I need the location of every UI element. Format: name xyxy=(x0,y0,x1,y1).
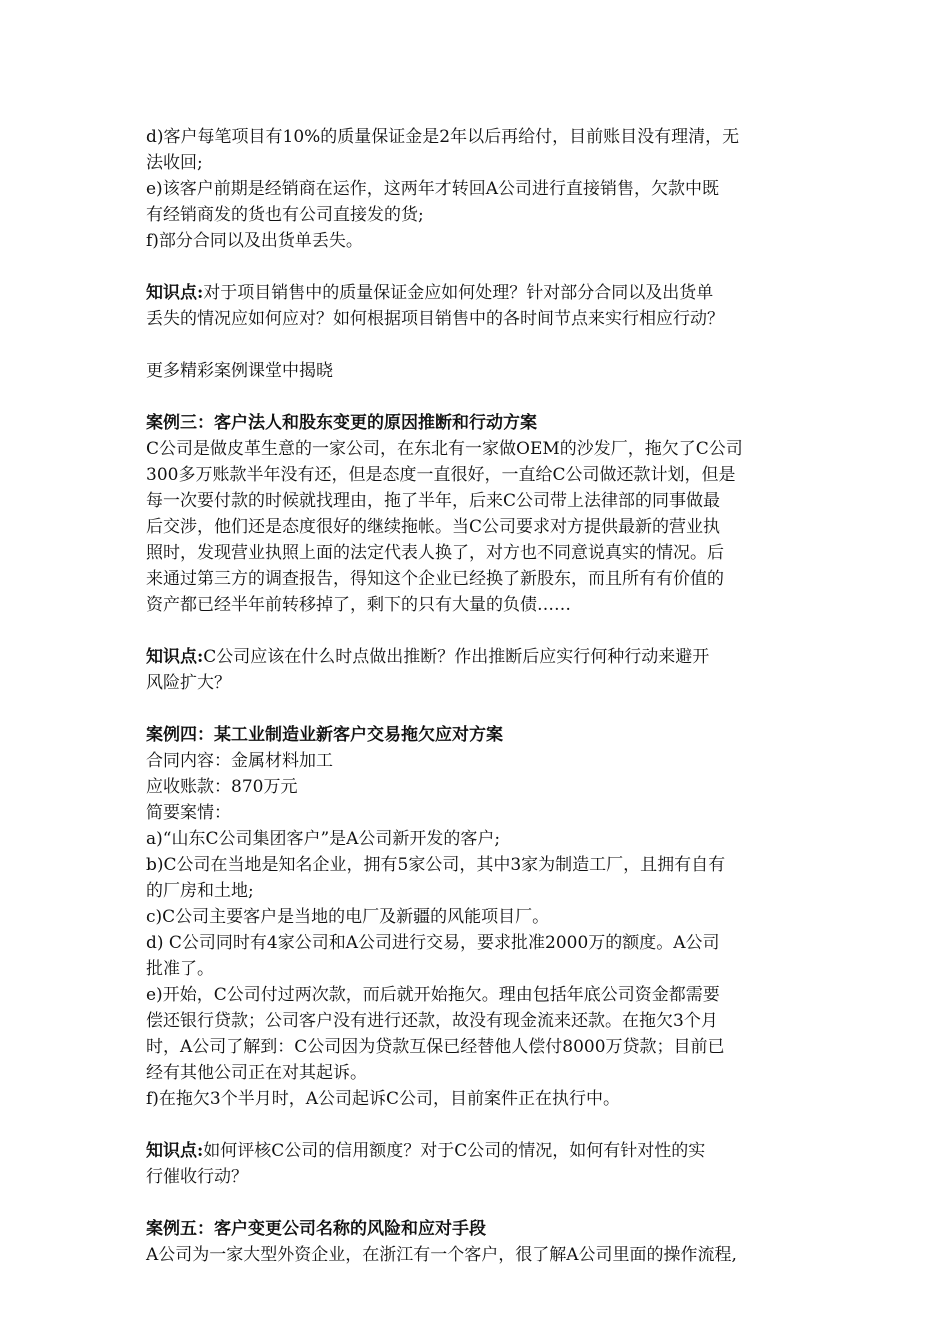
knowledge-point xyxy=(146,1138,818,1164)
text-line: 合同内容：金属材料加工 xyxy=(146,751,333,771)
text-line: 经有其他公司正在对其起诉。 xyxy=(146,1063,367,1083)
knowledge-label: 知识点: xyxy=(146,283,204,303)
text-line: 风险扩大？ xyxy=(146,673,231,693)
text-line: 法收回; xyxy=(146,153,203,173)
knowledge-text: 对于项目销售中的质量保证金应如何处理？针对部分合同以及出货单 xyxy=(203,283,714,303)
text-line: 时，A公司了解到：C公司因为贷款互保已经替他人偿付8000万贷款；目前已 xyxy=(146,1037,725,1057)
text-line: f)在拖欠3个半月时，A公司起诉C公司，目前案件正在执行中。 xyxy=(146,1089,621,1109)
text-line: 后交涉，他们还是态度很好的继续拖帐。当C公司要求对方提供最新的营业执 xyxy=(146,517,721,537)
text-line: d)客户每笔项目有10%的质量保证金是2年以后再给付，目前账目没有理清，无 xyxy=(146,127,740,147)
knowledge-point xyxy=(146,644,818,670)
text-line: A公司为一家大型外资企业，在浙江有一个客户，很了解A公司里面的操作流程, xyxy=(146,1245,737,1265)
text-line: 资产都已经半年前转移掉了，剩下的只有大量的负债…… xyxy=(146,595,571,615)
text-line: 简要案情： xyxy=(146,803,231,823)
text-line: 照时，发现营业执照上面的法定代表人换了，对方也不同意说真实的情况。后 xyxy=(146,543,724,563)
document-body xyxy=(146,124,818,1268)
text-line: 应收账款：870万元 xyxy=(146,777,298,797)
text-line: e)开始，C公司付过两次款，而后就开始拖欠。理由包括年底公司资金都需要 xyxy=(146,985,720,1005)
text-line: e)该客户前期是经销商在运作，这两年才转回A公司进行直接销售，欠款中既 xyxy=(146,179,719,199)
knowledge-label: 知识点: xyxy=(146,1141,204,1161)
case-4-title: 案例四：某工业制造业新客户交易拖欠应对方案 xyxy=(146,725,503,745)
text-line: 每一次要付款的时候就找理由，拖了半年，后来C公司带上法律部的同事做最 xyxy=(146,491,721,511)
text-line: 批准了。 xyxy=(146,959,214,979)
more-cases-note: 更多精彩案例课堂中揭晓 xyxy=(146,361,333,381)
knowledge-text: 如何评核C公司的信用额度？对于C公司的情况，如何有针对性的实 xyxy=(203,1141,706,1161)
knowledge-point xyxy=(146,280,818,306)
knowledge-label: 知识点: xyxy=(146,647,204,667)
text-line: 的厂房和土地; xyxy=(146,881,254,901)
text-line: f)部分合同以及出货单丢失。 xyxy=(146,231,363,251)
text-line: 偿还银行贷款；公司客户没有进行还款，故没有现金流来还款。在拖欠3个月 xyxy=(146,1011,718,1031)
text-line: C公司是做皮革生意的一家公司，在东北有一家做OEM的沙发厂，拖欠了C公司 xyxy=(146,439,743,459)
text-line: 行催收行动？ xyxy=(146,1167,248,1187)
text-line: b)C公司在当地是知名企业，拥有5家公司，其中3家为制造工厂，且拥有自有 xyxy=(146,855,726,875)
case-3-title: 案例三：客户法人和股东变更的原因推断和行动方案 xyxy=(146,413,537,433)
text-line: 来通过第三方的调查报告，得知这个企业已经换了新股东，而且所有有价值的 xyxy=(146,569,724,589)
text-line: 300多万账款半年没有还，但是态度一直很好，一直给C公司做还款计划，但是 xyxy=(146,465,736,485)
case-5-title: 案例五：客户变更公司名称的风险和应对手段 xyxy=(146,1219,486,1239)
text-line: c)C公司主要客户是当地的电厂及新疆的风能项目厂。 xyxy=(146,907,550,927)
text-line: a)“山东C公司集团客户”是A公司新开发的客户; xyxy=(146,829,501,849)
text-line: 丢失的情况应如何应对？如何根据项目销售中的各时间节点来实行相应行动？ xyxy=(146,309,724,329)
knowledge-text: C公司应该在什么时点做出推断？作出推断后应实行何种行动来避开 xyxy=(203,647,710,667)
text-line: 有经销商发的货也有公司直接发的货; xyxy=(146,205,424,225)
text-line: d) C公司同时有4家公司和A公司进行交易，要求批准2000万的额度。A公司 xyxy=(146,933,720,953)
